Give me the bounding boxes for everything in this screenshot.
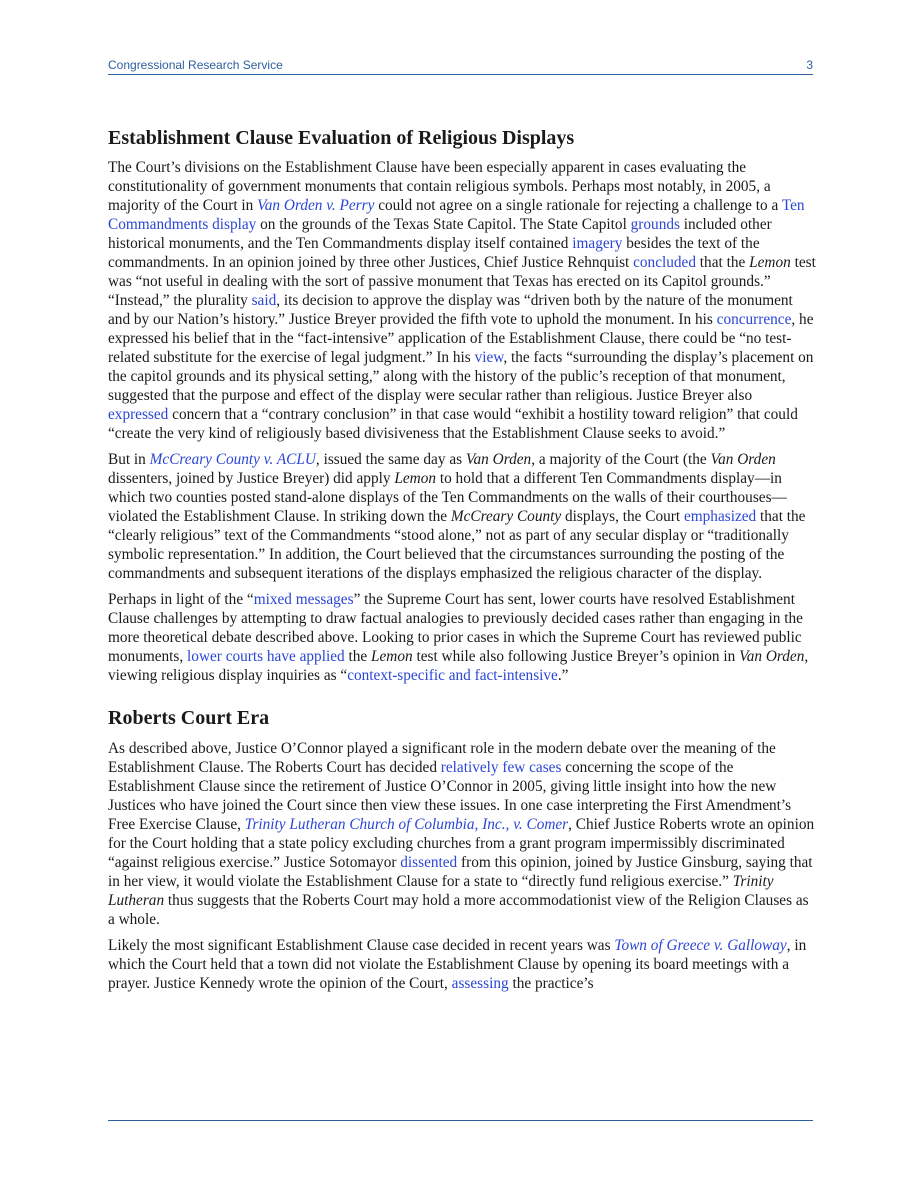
paragraph: Perhaps in light of the “mixed messages” the Supreme Court has sent, lower courts have resolved Establishment Clause challenges by attempting to draw factual analogies to previously decided cases rather than engaging in the more theoretical debate described above. Looking to prior cases in which the Supreme Court has reviewed public monuments, lower courts have applied the Lemon test while also following Justice Breyer’s opinion in Van Orden, viewing religious display inquiries as “context-specific and fact-intensive.”	[108, 591, 809, 684]
case-link-van-orden[interactable]: Van Orden v. Perry	[257, 197, 375, 214]
italic-case-name: Van Orden	[710, 451, 776, 468]
link-relatively-few-cases[interactable]: relatively few cases	[440, 759, 562, 776]
italic-case-name: Van Orden	[739, 648, 805, 665]
footer-divider	[108, 1120, 813, 1121]
link-ten-commandments-display[interactable]: Ten Commandments display	[108, 197, 805, 233]
header-org: Congressional Research Service	[108, 58, 283, 72]
link-view[interactable]: view	[474, 349, 504, 366]
link-imagery[interactable]: imagery	[572, 235, 623, 252]
italic-case-name: Trinity Lutheran	[108, 873, 774, 909]
paragraph: The Court’s divisions on the Establishment Clause have been especially apparent in cases evaluating the constitutionality of government monuments that contain religious symbols. Perhaps most notably, in 2005, a majority of the Court in Van Orden v. Perry could not agree on a single rationale for rejecting a challenge to a Ten Commandments display on the grounds of the Texas State Capitol. The State Capitol grounds included other historical monuments, and the Ten Commandments display itself contained imagery besides the text of the commandments. In an opinion joined by three other Justices, Chief Justice Rehnquist concluded that the Lemon test was “not useful in dealing with the sort of passive monument that Texas has erected on its Capitol grounds.” “Instead,” the plurality said, its decision to approve the display was “driven both by the nature of the monument and by our Nation’s history.” Justice Breyer provided the fifth vote to uphold the monument. In his concurrence, he expressed his belief that in the “fact-intensive” application of the Establishment Clause, there could be “no test-related substitute for the exercise of legal judgment.” In his view, the facts “surrounding the display’s placement on the capitol grounds and its physical setting,” along with the history of the public’s reception of that monument, suggested that the purpose and effect of the display were secular rather than religious. Justice Breyer also expressed concern that a “contrary conclusion” in that case would “exhibit a hostility toward religion” that could “create the very kind of religiously based divisiveness that the Establishment Clause seeks to avoid.”	[108, 159, 816, 442]
case-link-town-of-greece[interactable]: Town of Greece v. Galloway	[614, 937, 787, 954]
link-context-specific[interactable]: context-specific and fact-intensive	[347, 667, 558, 684]
section-heading: Roberts Court Era	[108, 707, 270, 729]
link-lower-courts-have-applied[interactable]: lower courts have applied	[187, 648, 345, 665]
case-link-mccreary-county[interactable]: McCreary County v. ACLU	[149, 451, 316, 468]
italic-case-name: Lemon	[749, 254, 791, 271]
italic-case-name: Lemon	[394, 470, 436, 487]
page-header	[108, 58, 813, 75]
link-dissented[interactable]: dissented	[400, 854, 458, 871]
case-link-trinity-lutheran[interactable]: Trinity Lutheran Church of Columbia, Inc., v. Comer	[244, 816, 569, 833]
paragraph: As described above, Justice O’Connor played a significant role in the modern debate over the meaning of the Establishment Clause. The Roberts Court has decided relatively few cases concerning the scope of the Establishment Clause since the retirement of Justice O’Connor in 2005, giving little insight into how the new Justices who have joined the Court since then view these issues. In one case interpreting the First Amendment’s Free Exercise Clause, Trinity Lutheran Church of Columbia, Inc., v. Comer, Chief Justice Roberts wrote an opinion for the Court holding that a state policy excluding churches from a grant program impermissibly discriminated “against religious exercise.” Justice Sotomayor dissented from this opinion, joined by Justice Ginsburg, saying that in her view, it would violate the Establishment Clause for a state to “directly fund religious exercise.” Trinity Lutheran thus suggests that the Roberts Court may hold a more accommodationist view of the Religion Clauses as a whole.	[108, 740, 815, 928]
link-concluded[interactable]: concluded	[633, 254, 696, 271]
link-mixed-messages[interactable]: mixed messages	[253, 591, 354, 608]
italic-case-name: Lemon	[370, 648, 413, 665]
italic-case-name: Van Orden	[465, 451, 532, 468]
italic-case-name: McCreary County	[450, 508, 562, 525]
link-assessing[interactable]: assessing	[451, 975, 509, 992]
paragraph: But in McCreary County v. ACLU, issued the same day as Van Orden, a majority of the Court (the Van Orden dissenters, joined by Justice Breyer) did apply Lemon to hold that a different Ten Commandments display—in which two counties posted stand-alone displays of the Ten Commandments on the walls of their courthouses—violated the Establishment Clause. In striking down the McCreary County displays, the Court emphasized that the “clearly religious” text of the Commandments “stood alone,” not as part of any secular display or “traditionally symbolic representation.” In addition, the Court believed that the circumstances surrounding the posting of the commandments and subsequent iterations of the displays emphasized the religious character of the display.	[108, 451, 806, 582]
link-emphasized[interactable]: emphasized	[683, 508, 757, 525]
header-page-number: 3	[806, 58, 813, 72]
page-content	[108, 124, 816, 1000]
link-said[interactable]: said	[251, 292, 277, 309]
link-concurrence[interactable]: concurrence	[716, 311, 792, 328]
link-expressed[interactable]: expressed	[108, 406, 169, 423]
paragraph: Likely the most significant Establishment Clause case decided in recent years was Town of Greece v. Galloway, in which the Court held that a town did not violate the Establishment Clause by opening its board meetings with a prayer. Justice Kennedy wrote the opinion of the Court, assessing the practice’s	[108, 937, 807, 992]
section-heading: Establishment Clause Evaluation of Religious Displays	[108, 127, 575, 149]
link-grounds[interactable]: grounds	[630, 216, 680, 233]
